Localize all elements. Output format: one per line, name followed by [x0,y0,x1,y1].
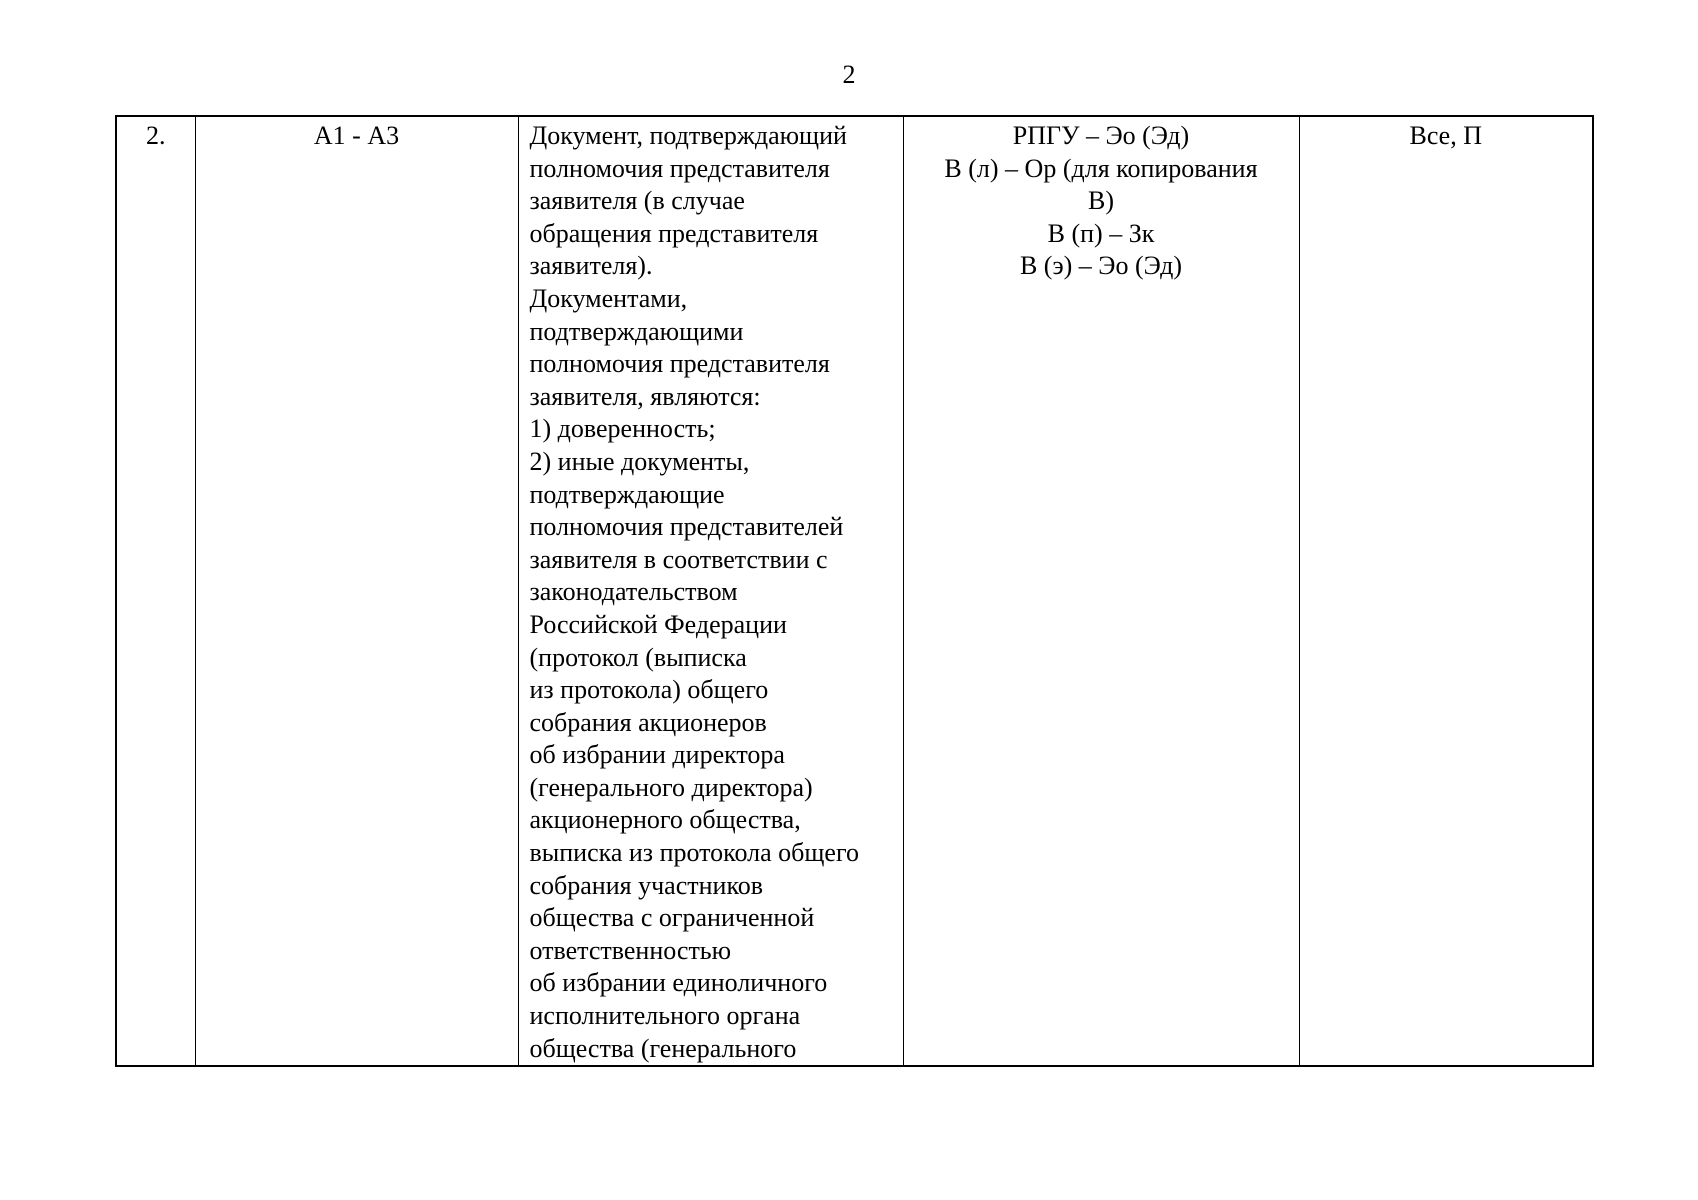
method-line: В) [1088,186,1114,216]
document-line: Документами, [529,283,688,313]
document-line: исполнительного органа [529,1001,801,1031]
applicant-category: Все, П [1409,121,1482,150]
document-line: общества (генерального [529,1033,797,1063]
document-line: (протокол (выписка [529,642,747,672]
document-line: подтверждающие [529,479,725,509]
document-line: собрания участников [529,870,764,900]
document-line: акционерного общества, [529,805,801,835]
document-line: собрания акционеров [529,707,767,737]
submission-method-cell [903,116,1299,1066]
method-line: В (п) – Зк [1047,218,1155,248]
document-line: заявителя). [529,251,653,281]
document-line: из протокола) общего [529,675,769,705]
document-line: полномочия представителя [529,349,830,379]
document-line: подтверждающими [529,316,744,346]
document-line: заявителя (в случае [529,186,745,216]
document-line: 1) доверенность; [529,414,716,444]
document-line: 2) иные документы, [529,446,750,476]
method-line: В (э) – Эо (Эд) [1019,251,1183,281]
row-number-cell [116,116,195,1066]
document-line: полномочия представителя [529,153,830,183]
document-line: об избрании директора [529,740,785,770]
document-line: об избрании единоличного [529,968,828,998]
document-line: (генерального директора) [529,772,813,802]
method-line: В (л) – Ор (для копирования [944,153,1258,183]
document-line: полномочия представителей [529,512,844,542]
document-line: выписка из протокола общего [529,838,859,868]
page-number: 2 [842,60,856,89]
table-row [116,116,1593,1066]
document-line: заявителя в соответствии с [529,544,828,574]
applicant-codes-cell [195,116,518,1066]
method-line: РПГУ – Эо (Эд) [1012,121,1190,150]
document-line: Документ, подтверждающий [529,121,847,150]
document-line: заявителя, являются: [529,381,761,411]
document-line: обращения представителя [529,218,819,248]
row-number: 2. [146,121,166,150]
document-description-cell [518,116,903,1066]
document-line: общества с ограниченной [529,903,815,933]
applicant-codes: А1 - А3 [313,121,400,150]
document-line: Российской Федерации [529,609,787,639]
document-requirements-table [115,115,1594,1067]
document-line: законодательством [529,577,738,607]
document-line: ответственностью [529,935,732,965]
applicant-category-cell [1299,116,1593,1066]
